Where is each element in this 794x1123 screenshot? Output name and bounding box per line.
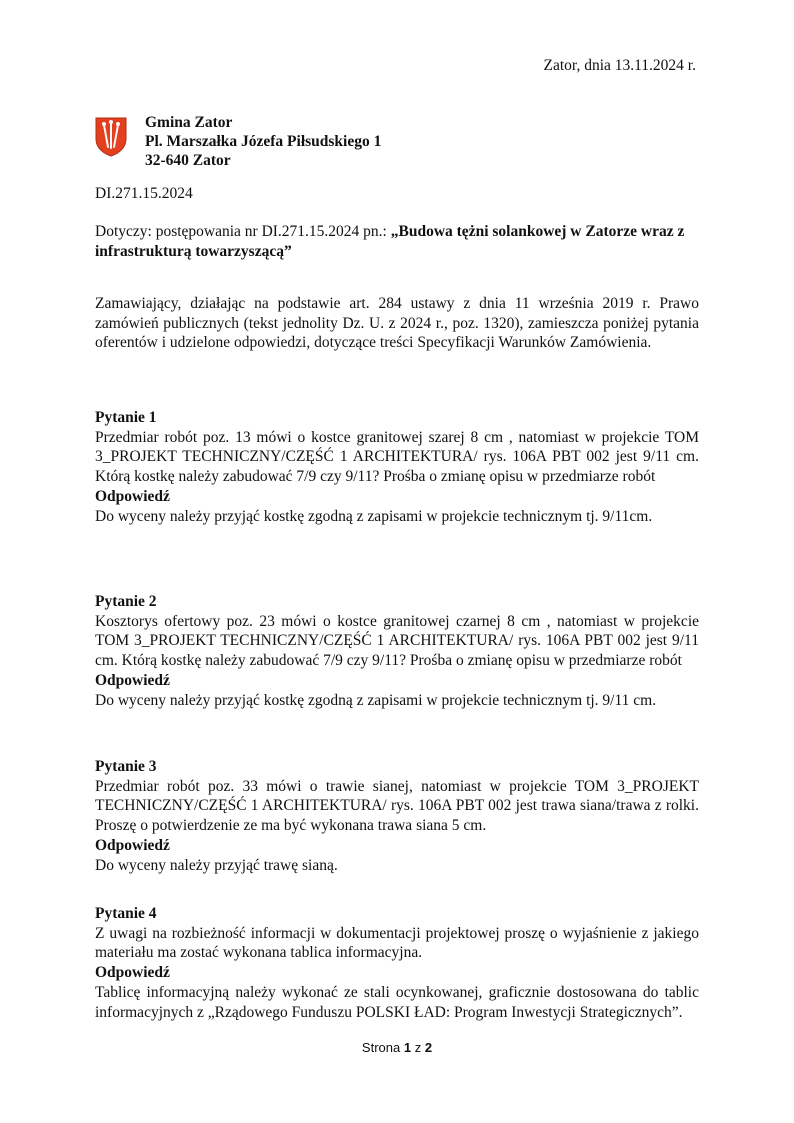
question-title: Pytanie 3	[95, 758, 157, 775]
question-title: Pytanie 4	[95, 905, 157, 922]
answer-text: Do wyceny należy przyjąć kostkę zgodną z zapisami w projekcie technicznym tj. 9/11 cm.	[95, 691, 657, 709]
page-current: 1	[403, 1040, 412, 1055]
question-title: Pytanie 1	[95, 409, 157, 426]
answer-title: Odpowiedź	[95, 964, 170, 982]
org-name: Gmina Zator	[145, 114, 233, 131]
question-block	[95, 592, 699, 710]
page-total: 2	[424, 1040, 433, 1055]
subject-line	[95, 222, 699, 262]
intro-paragraph: Zamawiający, działając na podstawie art. 284 ustawy z dnia 11 września 2019 r. Prawo zamówień publicznych (tekst jednolity Dz. U. z 2024 r., poz. 1320), zamieszcza poniżej pytania oferentów i udzielone odpowiedzi, dotyczące treści Specyfikacji Warunków Zamówienia.	[95, 295, 699, 352]
org-city: 32-640 Zator	[145, 152, 231, 169]
question-block	[95, 757, 699, 875]
document-date: Zator, dnia 13.11.2024 r.	[543, 57, 696, 74]
answer-text: Tablicę informacyjną należy wykonać ze stali ocynkowanej, graficznie dostosowana do tablic informacyjnych z „Rządowego Funduszu POLSKI ŁAD: Program Inwestycji Strategicznych”.	[95, 983, 699, 1021]
sender-address	[145, 113, 381, 170]
question-text: Z uwagi na rozbieżność informacji w dokumentacji projektowej proszę o wyjaśnienie z jakiego materiału ma zostać wykonana tablica informacyjna.	[95, 924, 699, 962]
answer-title: Odpowiedź	[95, 836, 170, 854]
answer-text: Do wyceny należy przyjąć trawę sianą.	[95, 856, 338, 874]
question-text: Przedmiar robót poz. 13 mówi o kostce granitowej szarej 8 cm , natomiast w projekcie TOM 3_PROJEKT TECHNICZNY/CZĘŚĆ 1 ARCHITEKTURA/ rys. 106A PBT 002 jest 9/11 cm. Którą kostkę należy zabudować 7/9 czy 9/11? Prośba o zmianę opisu w przedmiarze robót	[95, 428, 699, 486]
subject-title: „Budowa tężni solankowej w Zatorze wraz z infrastrukturą towarzyszącą”	[95, 223, 685, 260]
answer-text: Do wyceny należy przyjąć kostkę zgodną z zapisami w projekcie technicznym tj. 9/11cm.	[95, 507, 653, 525]
page-separator: z	[414, 1040, 422, 1055]
page-footer	[0, 1040, 794, 1055]
org-street: Pl. Marszałka Józefa Piłsudskiego 1	[145, 133, 382, 150]
question-text: Przedmiar robót poz. 33 mówi o trawie sianej, natomiast w projekcie TOM 3_PROJEKT TECHNICZNY/CZĘŚĆ 1 ARCHITEKTURA/ rys. 106A PBT 002 jest trawa siana/trawa z rolki. Proszę o potwierdzenie ze ma być wykonana trawa siana 5 cm.	[95, 777, 699, 835]
question-block	[95, 408, 699, 526]
answer-title: Odpowiedź	[95, 487, 170, 505]
coat-of-arms-icon	[95, 117, 127, 157]
subject-prefix: Dotyczy: postępowania nr DI.271.15.2024 pn.:	[95, 223, 391, 240]
question-text: Kosztorys ofertowy poz. 23 mówi o kostce granitowej czarnej 8 cm , natomiast w projekcie TOM 3_PROJEKT TECHNICZNY/CZĘŚĆ 1 ARCHITEKTURA/ rys. 106A PBT 002 jest 9/11 cm. Którą kostkę należy zabudować 7/9 czy 9/11? Prośba o zmianę opisu w przedmiarze robót	[95, 612, 699, 670]
question-block	[95, 904, 699, 1022]
question-title: Pytanie 2	[95, 593, 157, 610]
page-label: Strona	[361, 1040, 401, 1055]
reference-number: DI.271.15.2024	[95, 185, 193, 202]
answer-title: Odpowiedź	[95, 671, 170, 689]
